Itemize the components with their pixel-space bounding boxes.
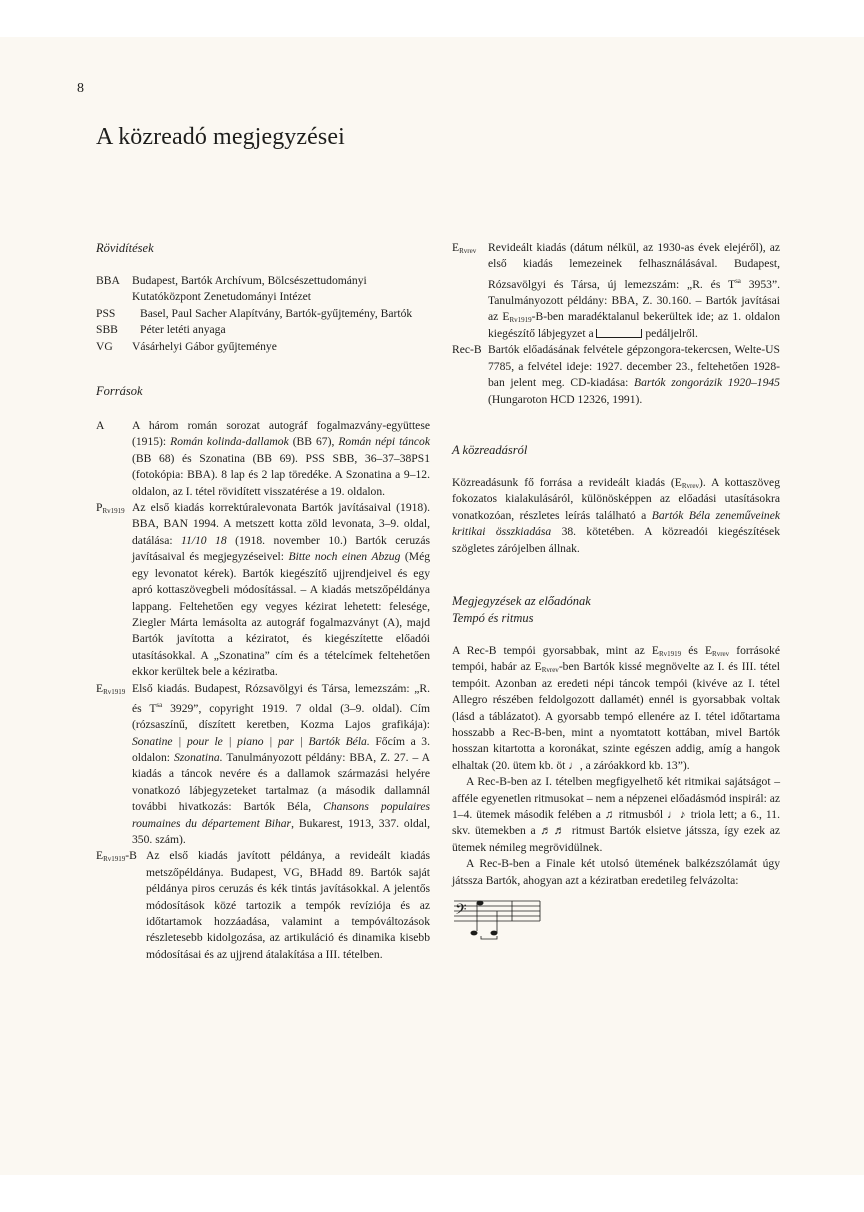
- section-heading-forrasok: Források: [96, 384, 143, 399]
- section-heading-kozreadasrol: A közreadásról: [452, 442, 528, 457]
- abbreviation-item: [96, 339, 430, 355]
- abbreviation-text: Vásárhelyi Gábor gyűjteménye: [132, 339, 277, 353]
- source-text: Az első kiadás javított példánya, a revideált kiadás metszőpéldánya. Budapest, VG, BHadd 89. Bartók saját példánya piros ceruzás és kék tintás javításokkal. A jelentős módosítások közé tartozik a tempók revíziója és az időtartamok hozzáadása, valamint a tempóváltozások részletesebb kidolgozása, az artikuláció és dinamika kisebb módosításai és az ujjrend átalakítása a III. tételben.: [146, 849, 430, 961]
- abbreviation-key: VG: [96, 339, 113, 353]
- paragraph-ritmus: A Rec-B-ben az I. tételben megfigyelhető két ritmikai sajátságot – afféle egyenetlen ritmusokat – nem a népzenei előadásmód inspirál: az 1–4. ütemek második felében a ♫ ritmusból ♩♪ triola lett; a 6., 11. skv. ütemekben a ♬♬ ritmust Bartók elsietve játssza, így ezek az ütemek némileg megrövidülnek.: [452, 775, 780, 854]
- source-key: $P_{Rv1919}$: [96, 501, 125, 516]
- abbreviation-item: [96, 273, 430, 306]
- abbreviation-item: [96, 306, 430, 339]
- page-title: A közreadó megjegyzései: [96, 124, 345, 150]
- quarter-note-icon: ♩: [568, 758, 580, 772]
- section-heading-megjegyzesek: Megjegyzések az előadónak: [452, 593, 591, 608]
- source-key: Rec-B: [452, 343, 482, 357]
- source-entry-e2: [96, 848, 430, 963]
- source-key: $E_{Rv1919}-B$: [96, 849, 137, 864]
- source-text: Az első kiadás korrektúralevonata Bartók javításaival (1918). BBA, BAN 1994. A metszett kotta zöld levonata, 3–9. oldal, datálása: 11/10 18 (1918. november 10.) Bartók ceruzás javításaival és megjegyzéseivel: Bitte noch einen Abzug (Még egy levonatot kérek). Bartók kiegészítő ujjrendjeivel és egy apró kottaszövegbeli módosítással. – A kiadás metszőpéldánya lappang. Feltehetően egy vegyes kézirat lehetett: felesége, Ziegler Márta lemásolta az autográf fogalmazványt (A), majd Bartók javította a kéziratot, és kiegészítette előadói utasításokkal. A „Szonatina” cím és a tételcímek feltehetően ekkor kerültek bele a kéziratba.: [132, 501, 431, 679]
- pedal-bracket-icon: [596, 329, 642, 338]
- source-text: A három román sorozat autográf fogalmazvány-együttese (1915): Román kolinda-dallamok (BB 67), Román népi táncok (BB 68) és Szonatina (BB 69). PSS SBB, 36–37–38PS1 (fotokópia: BBA). 8 lap és 2 lap töredéke. A Szonatina a 9–12. oldalon, az I. tétel rövidített visszatérése a 19. oldalon.: [132, 419, 430, 498]
- abbreviation-text: Basel, Paul Sacher Alapítvány, Bartók-gyűjtemény, Bartók Péter letéti anyaga: [140, 306, 413, 337]
- abbreviation-key: PSS SBB: [96, 306, 118, 337]
- bass-clef-staff-icon: [452, 895, 542, 945]
- abbreviation-key: BBA: [96, 274, 120, 287]
- subsection-heading-tempo: Tempó és ritmus: [452, 610, 534, 625]
- page-number: 8: [77, 81, 84, 96]
- two-eighths-icon: ♫: [604, 808, 615, 822]
- source-key: $E_{Rvrev}$: [452, 241, 477, 255]
- paragraph-tempo: A Rec-B tempói gyorsabbak, mint az $E_{Rv1919}$ és $E_{Rvrev}$ forrásoké tempói, habár az $E_{Rvrev}$-ben Bartók kissé megnövelte az I. és III. tétel tempóit. Azonban az eredeti népi táncok tempói (kivéve az I. tétel Allegro részében feldolgozott dallamét) ennél is gyorsabbak voltak (lásd a táblázatot). A gyorsabb tempó ellenére az I. tétel időtartama hosszabb a Rec-B-ben, mint a nyomtatott kottában, mivel Bartók hosszan kitartotta a koronákat, szinte egészen addig, amíg a hangok elhaltak (20. ütem kb. öt ♩, a záróakkord kb. 13”).: [452, 643, 780, 772]
- source-text: Első kiadás. Budapest, Rózsavölgyi és Társa, lemezszám: „R. és $T^{sa}$ 3929”, copyright 1919. 7 oldal (3–9. oldal). Cím (rózsaszínű, díszített keretben, Kozma Lajos grafikája): Sonatine | pour le | piano | par | Bartók Béla. Főcím a 3. oldalon: Szonatina. Tanulmányozott példány: BBA, Z. 27. – A kiadás a táncok nevére és a dallamok származási helyére vonatkozó lábjegyzeteket tartalmaz (a második dallamnál további hivatkozás: Bartók Béla, Chansons populaires roumaines du département Bihar, Bukarest, 1913, 337. oldal, 350. szám).: [132, 681, 431, 847]
- source-entry-a: [96, 418, 430, 500]
- source-key: A: [96, 419, 105, 433]
- right-column: [452, 240, 780, 950]
- source-entry-e3: [452, 240, 780, 342]
- paragraph-finale: A Rec-B-ben a Finale két utolsó ütemének balkézszólamát úgy játssza Bartók, ahogyan azt a kéziratban eredetileg felvázolta:: [452, 857, 780, 887]
- source-entry-e1: [96, 681, 430, 849]
- section-heading-roviditesek: Rövidítések: [96, 241, 154, 255]
- paragraph-kozreadasrol: Közreadásunk fő forrása a revideált kiadás $(E_{Rvrev})$. A kottaszöveg fokozatos kialakulásáról, különösképpen az előadási utasításokra vonatkozóan, részletes leírás található a Bartók Béla zeneműveinek kritikai összkiadása 38. kötetében. A közreadói kiegészítések szögletes zárójelben állnak.: [452, 475, 780, 555]
- source-entry-recb: [452, 342, 780, 408]
- eighth-triplet-icon: ♩♪: [667, 808, 687, 822]
- source-text: Bartók előadásának felvétele gépzongora-tekercsen, Welte-US 7785, a felvétel ideje: 1927. december 23., feltehetően 1928-ban jelent meg. CD-kiadása: Bartók zongorázik 1920–1945 (Hungaroton HCD 12326, 1991).: [488, 343, 780, 406]
- source-text: Revideált kiadás (dátum nélkül, az 1930-as évek elejéről), az első kiadás lemezeinek felhasználásával. Budapest, Rózsavölgyi és Társa, új lemezszám: „R. és $T^{sa}$ 3953”. Tanulmányozott példány: BBA, Z. 30.160. – Bartók javításai az $E_{Rv1919}-B$-ben maradéktalanul bekerültek ide; az 1. oldalon kiegészítő lábjegyzet a pedáljelről.: [488, 241, 780, 340]
- dotted-rhythm-icon: ♬♬: [540, 824, 568, 838]
- left-column: [96, 240, 430, 963]
- svg-text:𝄢: 𝄢: [455, 901, 467, 923]
- source-key: $E_{Rv1919}$: [96, 681, 126, 696]
- source-entry-p: [96, 500, 430, 680]
- abbreviation-text: Budapest, Bartók Archívum, Bölcsészettudományi Kutatóközpont Zenetudományi Intézet: [132, 274, 367, 304]
